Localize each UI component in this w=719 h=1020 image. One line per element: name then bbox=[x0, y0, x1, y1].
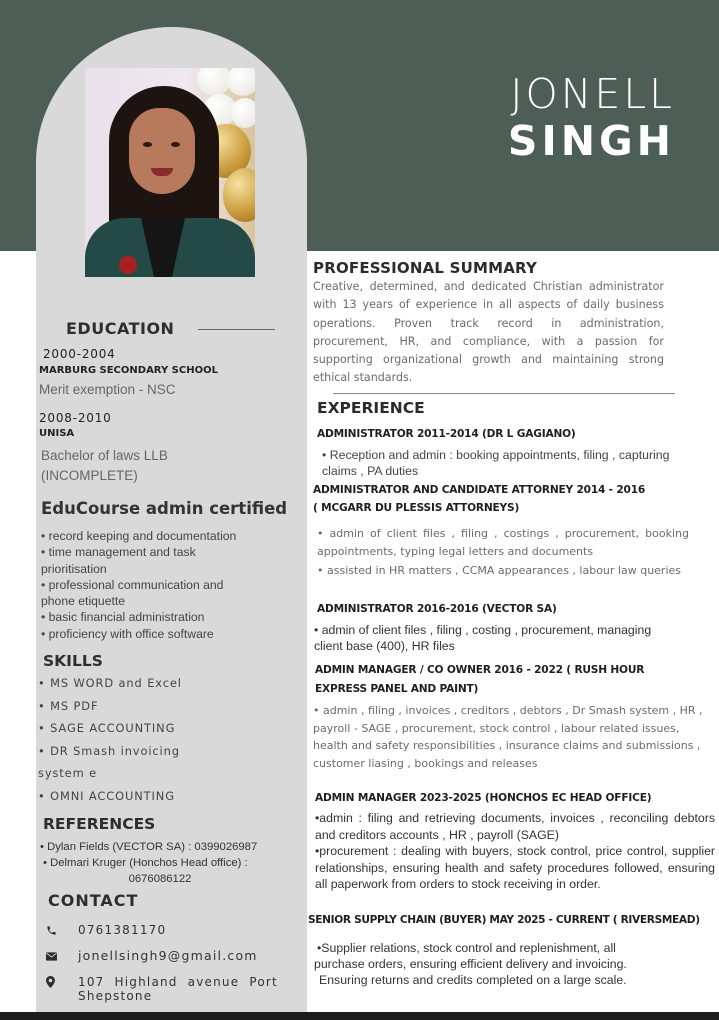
address bbox=[78, 975, 278, 1003]
certification-item: • record keeping and documentation bbox=[41, 529, 237, 543]
job-detail: • admin of client files , filing , costing , procurement, managing client base (400), HR files bbox=[314, 623, 652, 654]
certification-heading: EduCourse admin certified bbox=[41, 499, 288, 518]
reference-item: • Delmari Kruger (Honchos Head office) : bbox=[43, 857, 248, 869]
job-heading: EXPRESS PANEL AND PAINT) bbox=[315, 683, 479, 695]
job-heading: ADMINISTRATOR 2011-2014 (DR L GAGIANO) bbox=[317, 428, 576, 440]
job-detail: • Reception and admin : booking appointments, filing , capturing claims , PA duties bbox=[322, 448, 670, 479]
skill-item: • MS WORD and Excel bbox=[38, 676, 182, 690]
certification-item: • time management and task prioritisation bbox=[41, 545, 196, 576]
contact-phone bbox=[46, 923, 286, 937]
skills-list bbox=[38, 675, 238, 811]
contact-address bbox=[46, 975, 286, 1003]
balloon-gold bbox=[223, 168, 255, 222]
job-heading: ADMINISTRATOR AND CANDIDATE ATTORNEY 2014 - 2016 bbox=[313, 484, 646, 496]
certification-item: • professional communication and phone etiquette bbox=[41, 577, 224, 609]
profile-photo bbox=[85, 68, 255, 277]
education-heading: EDUCATION bbox=[66, 319, 175, 338]
last-name: SINGH bbox=[507, 117, 675, 165]
bottom-bar bbox=[0, 1012, 719, 1020]
phone-icon bbox=[46, 923, 78, 937]
balloon-white bbox=[231, 98, 255, 128]
certification-item: • proficiency with office software bbox=[41, 626, 214, 641]
education-years: 2000-2004 bbox=[43, 347, 116, 361]
job-detail: • admin , filing , invoices , creditors , debtors , Dr Smash system , HR , payroll - SAGE , procurement, stock control , labour related issues, health and safety responsibilities , insurance claims and submissions , customer liasing , bookings and releases bbox=[313, 704, 703, 770]
address-line1: 107 Highland avenue Port bbox=[78, 975, 278, 989]
job-detail: • admin of client files , filing , costings , procurement, booking appointments, typing legal letters and documents bbox=[317, 527, 689, 558]
certification-list bbox=[41, 528, 291, 642]
job-heading: ( MCGARR DU PLESSIS ATTORNEYS) bbox=[313, 502, 520, 514]
experience-heading: EXPERIENCE bbox=[317, 399, 425, 417]
summary-heading: PROFESSIONAL SUMMARY bbox=[313, 259, 538, 277]
skill-item: system e bbox=[38, 766, 98, 781]
job-detail: Ensuring returns and credits completed on a large scale. bbox=[319, 973, 627, 987]
address-line2: Shepstone bbox=[78, 989, 153, 1003]
eye bbox=[143, 142, 152, 147]
map-pin-icon bbox=[46, 975, 78, 989]
certification-item: • basic financial administration bbox=[41, 610, 205, 625]
job-detail: purchase orders, ensuring efficient delivery and invoicing. bbox=[314, 957, 627, 971]
skill-item: • SAGE ACCOUNTING bbox=[38, 721, 176, 736]
references-list bbox=[38, 839, 288, 887]
phone-number[interactable]: 0761381170 bbox=[78, 923, 167, 937]
job-heading: ADMIN MANAGER / CO OWNER 2016 - 2022 ( RUSH HOUR bbox=[315, 664, 645, 676]
contact-heading: CONTACT bbox=[48, 891, 139, 910]
job-detail: •Supplier relations, stock control and replenishment, all bbox=[317, 941, 616, 955]
education-detail: Merit exemption - NSC bbox=[39, 382, 176, 397]
skills-heading: SKILLS bbox=[43, 652, 103, 670]
job-detail: •procurement : dealing with buyers, stock control, price control, supplier relationships, ensuring health and safety procedures followed, ensuring all paperwork from orders to stock receiving in order. bbox=[315, 844, 715, 891]
job-heading: ADMIN MANAGER 2023-2025 (HONCHOS EC HEAD OFFICE) bbox=[315, 792, 652, 804]
eye bbox=[171, 142, 180, 147]
education-school: MARBURG SECONDARY SCHOOL bbox=[39, 365, 218, 376]
balloon-white bbox=[227, 68, 255, 96]
job-heading: SENIOR SUPPLY CHAIN (BUYER) MAY 2025 - CURRENT ( RIVERSMEAD) bbox=[308, 914, 700, 926]
skill-item: • MS PDF bbox=[38, 698, 99, 713]
first-name: JONELL bbox=[510, 70, 675, 118]
job-detail: • assisted in HR matters , CCMA appearances , labour law queries bbox=[317, 564, 682, 577]
face bbox=[129, 108, 195, 194]
education-school: UNISA bbox=[39, 428, 75, 439]
candidate-name bbox=[508, 70, 675, 164]
skill-item: • DR Smash invoicing bbox=[38, 743, 180, 758]
education-divider bbox=[198, 329, 275, 330]
envelope-icon bbox=[46, 949, 78, 963]
reference-item: • Dylan Fields (VECTOR SA) : 0399026987 bbox=[40, 841, 258, 853]
education-detail: (INCOMPLETE) bbox=[41, 468, 138, 483]
references-heading: REFERENCES bbox=[43, 815, 156, 833]
education-years: 2008-2010 bbox=[39, 411, 112, 425]
summary-text: Creative, determined, and dedicated Christian administrator with 13 years of experience in all aspects of daily business operations. Proven track record in administration, procurement, HR, and compliance, with a passion for supporting organizational growth and maintaining strong ethical standards. bbox=[313, 280, 664, 385]
skill-item: • OMNI ACCOUNTING bbox=[38, 788, 175, 803]
job-heading: ADMINISTRATOR 2016-2016 (VECTOR SA) bbox=[317, 603, 557, 615]
balloon-white bbox=[197, 68, 231, 96]
reference-phone: 0676086122 bbox=[128, 873, 192, 885]
contact-email bbox=[46, 949, 286, 963]
summary-divider bbox=[333, 393, 675, 394]
rose-print bbox=[119, 256, 137, 274]
job-detail: •admin : filing and retrieving documents, invoices , reconciling debtors and creditors accounts , HR , payroll (SAGE) bbox=[315, 811, 715, 842]
email-address[interactable]: jonellsingh9@gmail.com bbox=[78, 948, 258, 963]
education-detail: Bachelor of laws LLB bbox=[41, 448, 168, 463]
